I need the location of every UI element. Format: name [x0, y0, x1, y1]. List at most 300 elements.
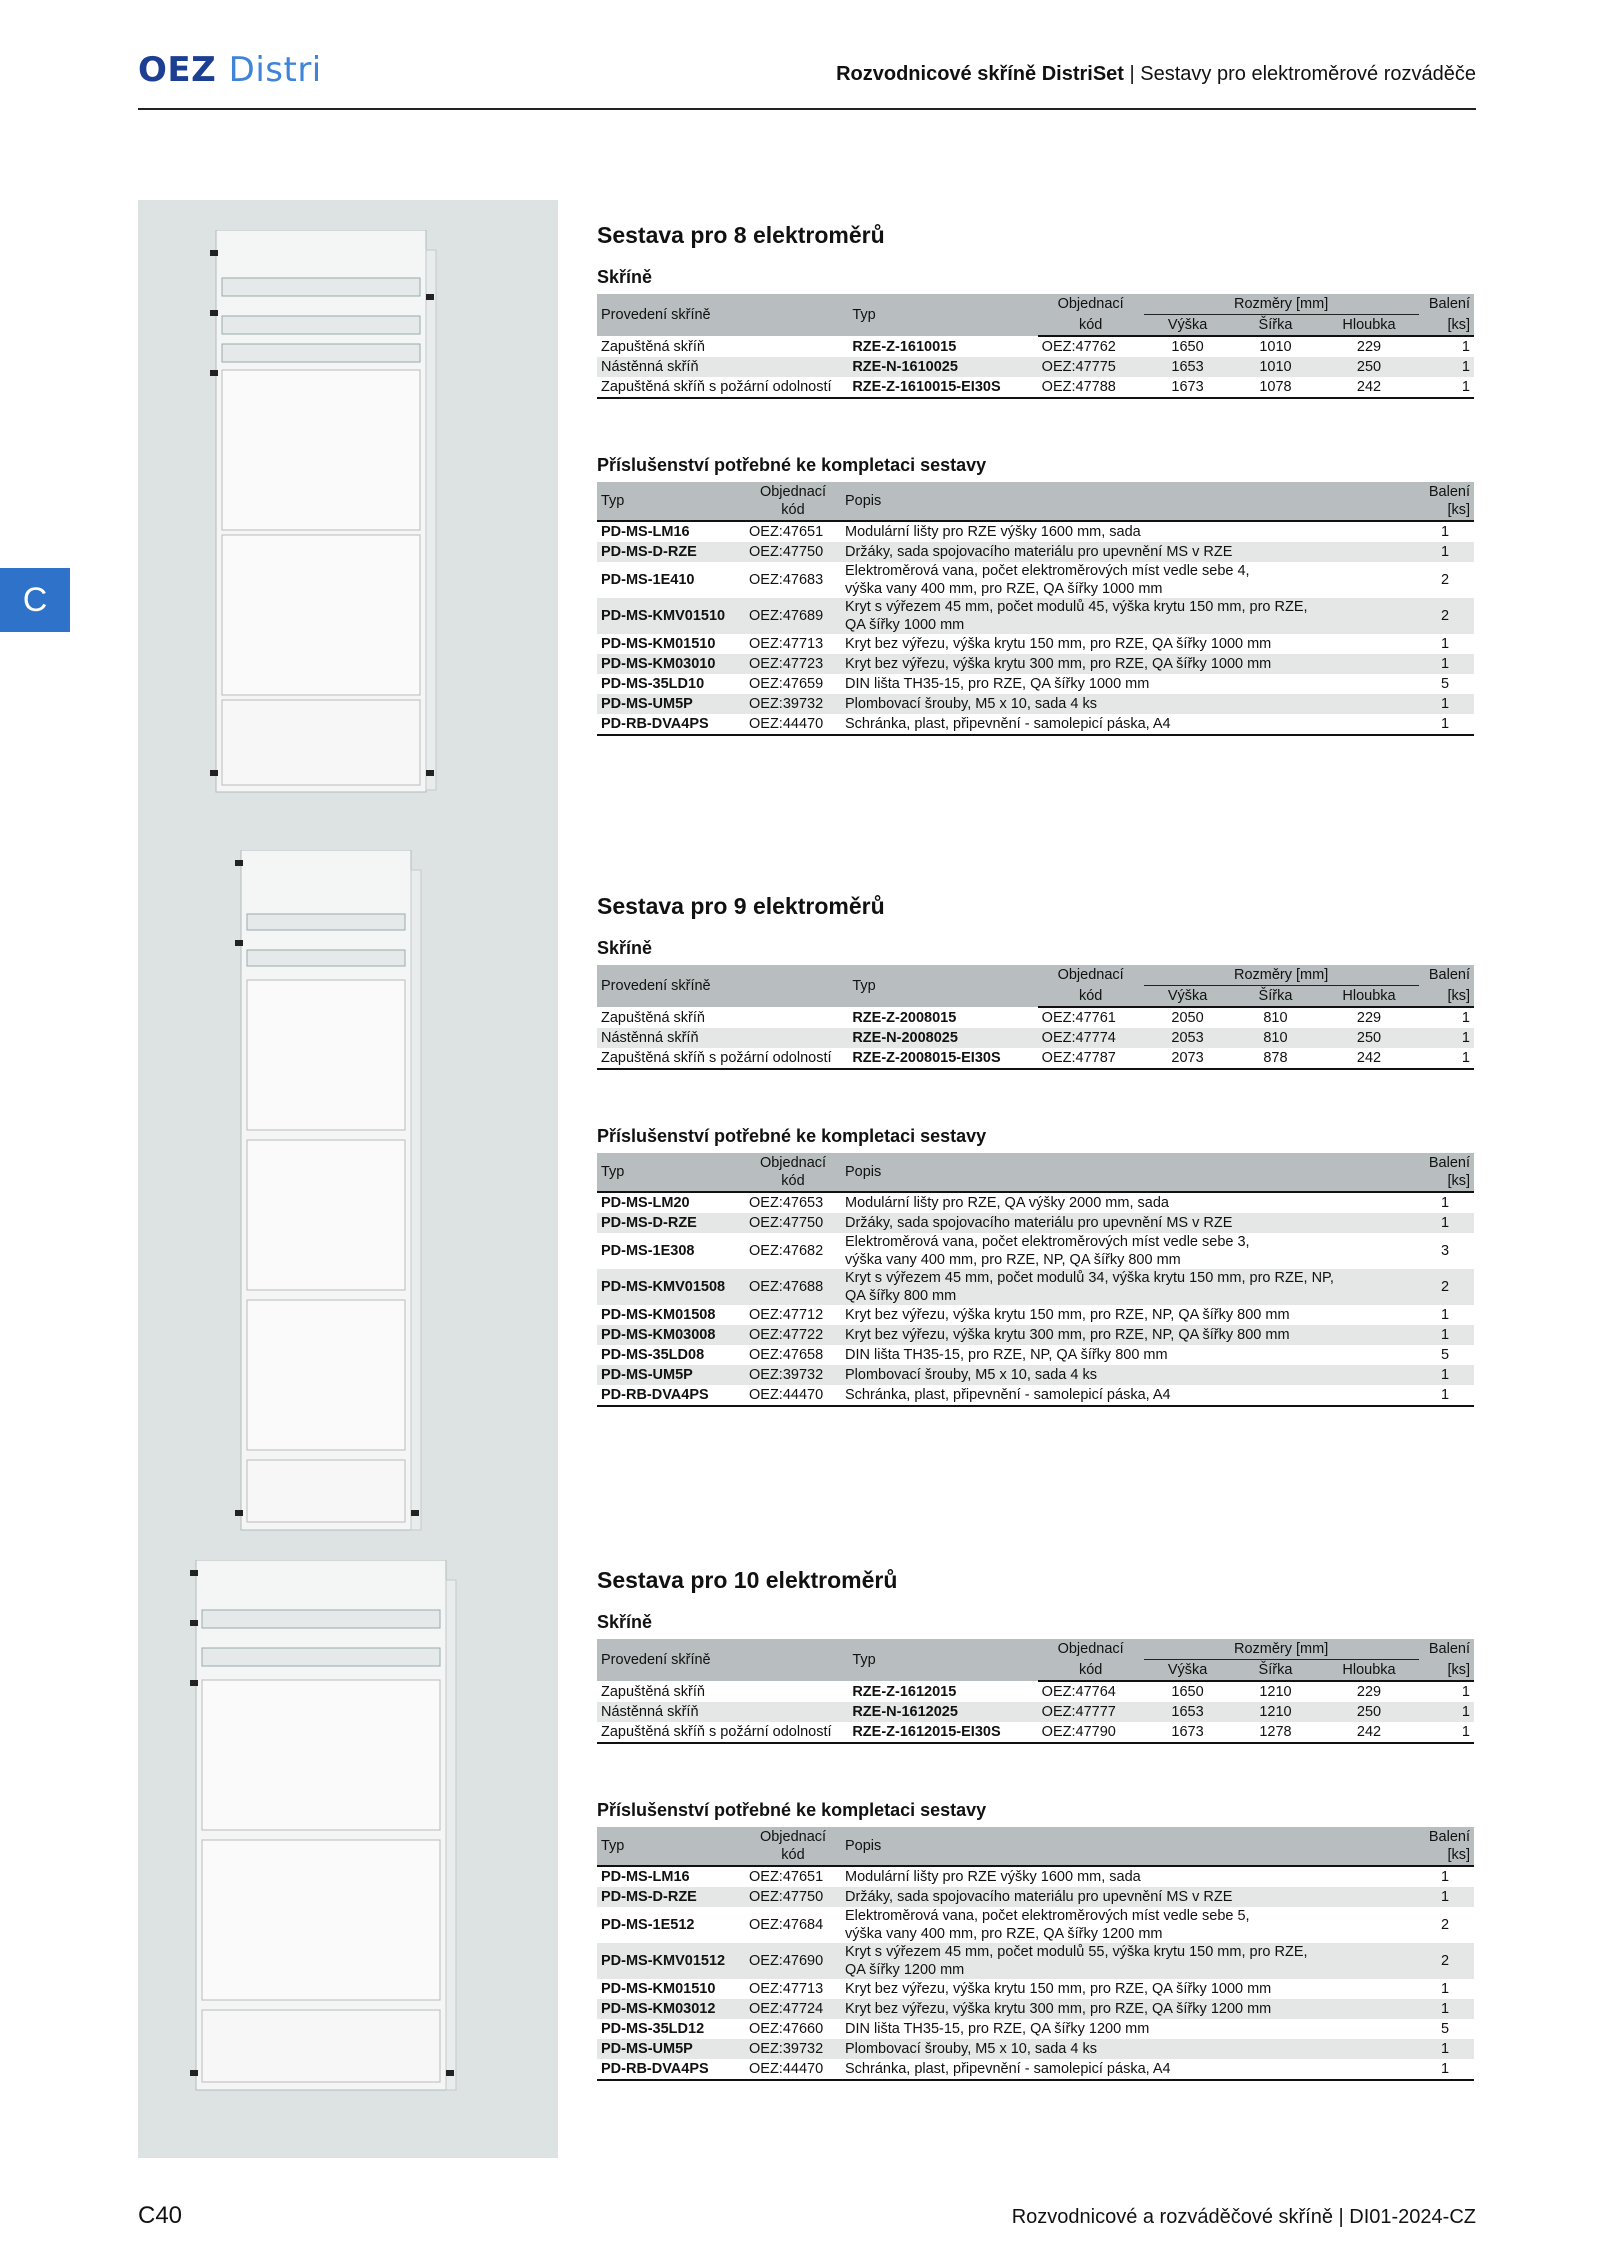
col-typ: Typ — [597, 482, 745, 521]
cell-baleni: 1 — [1419, 1048, 1474, 1069]
skrine-table — [597, 294, 1474, 399]
cell-baleni: 1 — [1440, 524, 1450, 540]
col-baleni-2: [ks] — [1419, 315, 1474, 337]
cell-kod: OEZ:39732 — [745, 1365, 841, 1385]
col-kod-line-2: kód — [781, 502, 805, 518]
cell-sirka: 1278 — [1232, 1722, 1320, 1743]
popis-line-1: Kryt s výřezem 45 mm, počet modulů 45, výška krytu 150 mm, pro RZE, — [845, 599, 1308, 615]
cell-kod: OEZ:47787 — [1038, 1048, 1144, 1069]
cell-hloubka: 229 — [1356, 339, 1382, 355]
cell-kod: OEZ:47788 — [1038, 377, 1144, 398]
col-typ: Typ — [848, 965, 1037, 1007]
cell-typ: PD-RB-DVA4PS — [597, 1385, 745, 1406]
table-row — [597, 1943, 1474, 1979]
popis-line-1: Plombovací šrouby, M5 x 10, sada 4 ks — [845, 696, 1097, 712]
col-baleni — [1416, 1827, 1474, 1866]
col-provedeni: Provedení skříně — [597, 294, 848, 336]
popis-line-1: Elektroměrová vana, počet elektroměrových míst vedle sebe 4, — [845, 563, 1250, 579]
cell-kod: OEZ:47762 — [1041, 339, 1116, 355]
cell-typ: PD-MS-KM01508 — [601, 1307, 716, 1323]
cell-vyska: 1653 — [1144, 1702, 1232, 1722]
col-baleni: Balení — [1419, 1639, 1474, 1660]
cell-popis — [841, 2059, 1416, 2080]
table-row — [597, 1345, 1474, 1365]
cell-vyska: 2050 — [1171, 1010, 1204, 1026]
popis-line-2: výška vany 400 mm, pro RZE, NP, QA šířky 800 mm — [845, 1252, 1181, 1268]
cell-popis — [841, 634, 1416, 654]
cell-kod: OEZ:47775 — [1038, 357, 1144, 377]
table-row — [597, 1365, 1474, 1385]
cell-typ: PD-MS-35LD10 — [601, 676, 705, 692]
cell-vyska: 1650 — [1171, 1684, 1204, 1700]
skrine-table — [597, 965, 1474, 1070]
popis-line-1: Plombovací šrouby, M5 x 10, sada 4 ks — [845, 1367, 1097, 1383]
cell-popis — [841, 1233, 1416, 1269]
cell-baleni: 1 — [1416, 1365, 1474, 1385]
popis-line-1: Plombovací šrouby, M5 x 10, sada 4 ks — [845, 2041, 1097, 2057]
skrine-heading: Skříně — [597, 938, 653, 958]
cell-sirka: 1210 — [1232, 1702, 1320, 1722]
cell-kod: OEZ:47690 — [745, 1943, 841, 1979]
page-number: C40 — [138, 2202, 183, 2229]
header-title: Rozvodnicové skříně DistriSet | Sestavy pro elektroměrové rozváděče — [836, 63, 1476, 85]
cell-kod: OEZ:47723 — [745, 654, 841, 674]
cell-baleni: 1 — [1416, 694, 1474, 714]
cell-typ: RZE-Z-1612015 — [852, 1683, 957, 1700]
popis-line-1: Kryt bez výřezu, výška krytu 150 mm, pro RZE, QA šířky 1000 mm — [845, 1981, 1272, 1997]
popis-line-2: QA šířky 1200 mm — [845, 1962, 965, 1978]
cell-baleni: 1 — [1419, 1028, 1474, 1048]
accessories-table — [597, 482, 1474, 736]
col-sirka: Šířka — [1232, 986, 1320, 1008]
cell-typ: PD-MS-KMV01512 — [597, 1943, 745, 1979]
cell-kod: OEZ:47764 — [1041, 1684, 1116, 1700]
cell-vyska: 1653 — [1144, 357, 1232, 377]
cell-popis — [841, 1325, 1416, 1345]
cell-typ: PD-MS-D-RZE — [597, 1213, 745, 1233]
cell-popis — [841, 1907, 1416, 1943]
col-baleni-line-2: [ks] — [1447, 1847, 1470, 1863]
col-vyska: Výška — [1144, 1660, 1232, 1682]
cell-typ: PD-MS-KM03012 — [597, 1999, 745, 2019]
col-typ: Typ — [848, 1639, 1037, 1681]
cell-provedeni: Zapuštěná skříň s požární odolností — [597, 377, 848, 398]
cell-kod: OEZ:47750 — [745, 542, 841, 562]
popis-line-2: výška vany 400 mm, pro RZE, QA šířky 1200 mm — [845, 1926, 1163, 1942]
popis-line-1: Modulární lišty pro RZE, QA výšky 2000 mm, sada — [845, 1195, 1169, 1211]
cabinet-image-8 — [208, 230, 448, 800]
table-row — [597, 1048, 1474, 1069]
cell-vyska: 1673 — [1144, 377, 1232, 398]
cell-typ: PD-MS-KMV01510 — [597, 598, 745, 634]
cell-popis — [841, 1943, 1416, 1979]
popis-line-1: Kryt bez výřezu, výška krytu 150 mm, pro RZE, NP, QA šířky 800 mm — [845, 1307, 1290, 1323]
col-popis: Popis — [841, 1827, 1416, 1866]
footer-doc: Rozvodnicové a rozváděčové skříně | DI01-2024-CZ — [1011, 2206, 1476, 2228]
col-baleni-line-2: [ks] — [1447, 502, 1470, 518]
table-row — [597, 1866, 1474, 1887]
cell-kod: OEZ:44470 — [745, 2059, 841, 2080]
col-kod-line-1: Objednací — [759, 1155, 827, 1171]
col-kod-2: kód — [1038, 986, 1144, 1008]
table-row — [597, 1213, 1474, 1233]
table-row — [597, 1305, 1474, 1325]
cell-popis — [841, 694, 1416, 714]
cell-baleni: 1 — [1416, 2039, 1474, 2059]
section-title: Sestava pro 10 elektroměrů — [597, 1567, 898, 1593]
popis-line-1: Kryt s výřezem 45 mm, počet modulů 34, výška krytu 150 mm, pro RZE, NP, — [845, 1270, 1334, 1286]
table-row — [597, 1887, 1474, 1907]
cell-typ: PD-MS-1E308 — [601, 1243, 695, 1259]
cell-baleni: 5 — [1440, 2021, 1450, 2037]
cell-baleni: 1 — [1416, 1887, 1474, 1907]
cell-typ: PD-MS-UM5P — [597, 2039, 745, 2059]
cell-vyska: 2053 — [1144, 1028, 1232, 1048]
col-popis: Popis — [841, 1153, 1416, 1192]
section-9 — [597, 893, 1474, 1407]
cell-kod: OEZ:44470 — [745, 1385, 841, 1406]
popis-line-1: Modulární lišty pro RZE výšky 1600 mm, sada — [845, 1869, 1141, 1885]
cell-kod: OEZ:47651 — [749, 1869, 824, 1885]
table-row — [597, 2059, 1474, 2080]
cell-kod: OEZ:39732 — [745, 694, 841, 714]
table-row — [597, 1681, 1474, 1702]
product-image-panel — [138, 200, 558, 2158]
cell-provedeni: Zapuštěná skříň s požární odolností — [597, 1722, 848, 1743]
col-rozmery: Rozměry [mm] — [1144, 294, 1419, 315]
cell-typ: PD-MS-KM03010 — [597, 654, 745, 674]
cell-kod: OEZ:47684 — [749, 1917, 824, 1933]
table-row — [597, 1999, 1474, 2019]
skrine-table — [597, 1639, 1474, 1744]
cell-typ: RZE-Z-1610015-EI30S — [848, 377, 1037, 398]
col-sirka: Šířka — [1232, 1660, 1320, 1682]
section-title: Sestava pro 8 elektroměrů — [597, 222, 885, 248]
cell-kod: OEZ:47777 — [1038, 1702, 1144, 1722]
cell-typ: RZE-N-1610025 — [848, 357, 1037, 377]
cell-typ: PD-MS-35LD08 — [601, 1347, 705, 1363]
cell-baleni: 2 — [1440, 1917, 1450, 1933]
popis-line-1: Kryt bez výřezu, výška krytu 300 mm, pro RZE, QA šířky 1000 mm — [845, 656, 1272, 672]
col-kod-line-1: Objednací — [759, 484, 827, 500]
col-hloubka: Hloubka — [1319, 986, 1418, 1008]
col-baleni-2: [ks] — [1419, 1660, 1474, 1682]
cabinet-image-10 — [188, 1560, 468, 2100]
cell-kod: OEZ:47722 — [745, 1325, 841, 1345]
col-popis: Popis — [841, 482, 1416, 521]
cell-provedeni: Nástěnná skříň — [597, 357, 848, 377]
col-rozmery: Rozměry [mm] — [1144, 965, 1419, 986]
cell-typ: PD-RB-DVA4PS — [597, 714, 745, 735]
table-row — [597, 521, 1474, 542]
col-kod-2: kód — [1038, 315, 1144, 337]
popis-line-1: Schránka, plast, připevnění - samolepicí páska, A4 — [845, 2061, 1171, 2077]
popis-line-1: Kryt bez výřezu, výška krytu 300 mm, pro RZE, NP, QA šířky 800 mm — [845, 1327, 1290, 1343]
cell-typ: RZE-Z-1610015 — [852, 338, 957, 355]
col-baleni-line-2: [ks] — [1447, 1173, 1470, 1189]
cell-baleni: 1 — [1419, 377, 1474, 398]
cell-hloubka: 229 — [1356, 1684, 1382, 1700]
table-row — [597, 634, 1474, 654]
cell-typ: PD-MS-D-RZE — [597, 1887, 745, 1907]
cell-popis — [841, 1979, 1416, 1999]
cell-vyska: 1673 — [1144, 1722, 1232, 1743]
cell-kod: OEZ:47790 — [1038, 1722, 1144, 1743]
cell-baleni: 1 — [1461, 339, 1470, 355]
cell-baleni: 1 — [1416, 1325, 1474, 1345]
table-row — [597, 654, 1474, 674]
table-row — [597, 694, 1474, 714]
cell-popis — [841, 521, 1416, 542]
cell-baleni: 1 — [1416, 542, 1474, 562]
col-kod: Objednací — [1038, 1639, 1144, 1660]
cell-typ: RZE-N-2008025 — [848, 1028, 1037, 1048]
col-kod-line-2: kód — [781, 1847, 805, 1863]
accessories-heading: Příslušenství potřebné ke kompletaci sestavy — [597, 455, 987, 475]
skrine-heading: Skříně — [597, 267, 653, 287]
cell-baleni: 1 — [1440, 1981, 1450, 1997]
cell-baleni: 5 — [1440, 676, 1450, 692]
col-baleni — [1416, 482, 1474, 521]
table-row — [597, 1028, 1474, 1048]
table-row — [597, 1192, 1474, 1213]
cell-hloubka: 229 — [1356, 1010, 1382, 1026]
cell-baleni: 1 — [1416, 2059, 1474, 2080]
cell-typ: RZE-Z-1612015-EI30S — [848, 1722, 1037, 1743]
col-provedeni: Provedení skříně — [597, 1639, 848, 1681]
cell-hloubka: 242 — [1319, 1048, 1418, 1069]
col-baleni: Balení — [1419, 965, 1474, 986]
cell-vyska: 2073 — [1144, 1048, 1232, 1069]
header-divider — [138, 108, 1476, 110]
popis-line-1: Držáky, sada spojovacího materiálu pro upevnění MS v RZE — [845, 544, 1233, 560]
cell-popis — [841, 598, 1416, 634]
cell-typ: RZE-Z-2008015-EI30S — [848, 1048, 1037, 1069]
cell-sirka: 878 — [1232, 1048, 1320, 1069]
cell-baleni: 2 — [1416, 1943, 1474, 1979]
popis-line-1: Elektroměrová vana, počet elektroměrových míst vedle sebe 5, — [845, 1908, 1250, 1924]
cell-baleni: 1 — [1419, 1702, 1474, 1722]
cell-popis — [841, 2039, 1416, 2059]
cell-kod: OEZ:47660 — [749, 2021, 824, 2037]
popis-line-1: Kryt s výřezem 45 mm, počet modulů 55, výška krytu 150 mm, pro RZE, — [845, 1944, 1308, 1960]
cell-popis — [841, 1269, 1416, 1305]
cell-provedeni: Zapuštěná skříň — [601, 1683, 705, 1700]
col-kod-line-1: Objednací — [759, 1829, 827, 1845]
cell-baleni: 1 — [1461, 1684, 1470, 1700]
cell-sirka: 1010 — [1232, 357, 1320, 377]
table-row — [597, 1979, 1474, 1999]
cell-typ: PD-MS-KM01510 — [601, 636, 716, 652]
cell-typ: PD-MS-KM03008 — [597, 1325, 745, 1345]
cell-sirka: 1010 — [1259, 339, 1292, 355]
cell-typ: PD-RB-DVA4PS — [597, 2059, 745, 2080]
cell-kod: OEZ:47774 — [1038, 1028, 1144, 1048]
col-kod-line-2: kód — [781, 1173, 805, 1189]
cell-baleni: 1 — [1440, 636, 1450, 652]
table-row — [597, 674, 1474, 694]
cell-hloubka: 250 — [1319, 1028, 1418, 1048]
popis-line-1: Schránka, plast, připevnění - samolepicí páska, A4 — [845, 1387, 1171, 1403]
cell-kod: OEZ:47682 — [749, 1243, 824, 1259]
cell-kod: OEZ:47750 — [745, 1213, 841, 1233]
cell-popis — [841, 1999, 1416, 2019]
cell-kod: OEZ:47713 — [749, 636, 824, 652]
col-kod: Objednací — [1038, 294, 1144, 315]
popis-line-2: výška vany 400 mm, pro RZE, QA šířky 1000 mm — [845, 581, 1163, 597]
cell-baleni: 1 — [1419, 357, 1474, 377]
cell-popis — [841, 562, 1416, 598]
col-hloubka: Hloubka — [1319, 315, 1418, 337]
col-vyska: Výška — [1144, 315, 1232, 337]
section-10 — [597, 1567, 1474, 2081]
cell-kod: OEZ:47688 — [745, 1269, 841, 1305]
popis-line-1: DIN lišta TH35-15, pro RZE, QA šířky 1000 mm — [845, 676, 1150, 692]
col-sirka: Šířka — [1232, 315, 1320, 337]
cell-popis — [841, 542, 1416, 562]
table-row — [597, 714, 1474, 735]
table-row — [597, 1233, 1474, 1269]
cell-typ: RZE-Z-2008015 — [852, 1009, 957, 1026]
popis-line-1: Modulární lišty pro RZE výšky 1600 mm, sada — [845, 524, 1141, 540]
cell-kod: OEZ:47724 — [745, 1999, 841, 2019]
col-kod — [745, 482, 841, 521]
table-row — [597, 2019, 1474, 2039]
cell-popis — [841, 1345, 1416, 1365]
cell-typ: PD-MS-1E410 — [601, 572, 695, 588]
cell-provedeni: Zapuštěná skříň — [601, 1009, 705, 1026]
accessories-heading: Příslušenství potřebné ke kompletaci sestavy — [597, 1800, 987, 1820]
col-baleni — [1416, 1153, 1474, 1192]
cell-baleni: 1 — [1416, 714, 1474, 735]
cell-popis — [841, 1866, 1416, 1887]
cell-typ: PD-MS-D-RZE — [597, 542, 745, 562]
cell-kod: OEZ:47651 — [749, 524, 824, 540]
cell-typ: PD-MS-LM20 — [601, 1195, 690, 1211]
cell-popis — [841, 1887, 1416, 1907]
popis-line-1: DIN lišta TH35-15, pro RZE, QA šířky 1200 mm — [845, 2021, 1150, 2037]
cell-kod: OEZ:44470 — [745, 714, 841, 735]
cell-sirka: 810 — [1232, 1028, 1320, 1048]
cell-popis — [841, 1365, 1416, 1385]
cell-baleni: 2 — [1440, 572, 1450, 588]
cell-baleni: 1 — [1416, 1999, 1474, 2019]
accessories-table — [597, 1827, 1474, 2081]
cell-baleni: 3 — [1440, 1243, 1450, 1259]
cell-baleni: 2 — [1416, 598, 1474, 634]
table-row — [597, 1702, 1474, 1722]
cell-baleni: 1 — [1416, 1213, 1474, 1233]
cell-kod: OEZ:47658 — [749, 1347, 824, 1363]
cell-provedeni: Zapuštěná skříň s požární odolností — [597, 1048, 848, 1069]
cell-provedeni: Nástěnná skříň — [597, 1028, 848, 1048]
table-row — [597, 336, 1474, 357]
chapter-tab: C — [0, 568, 70, 632]
cell-baleni: 1 — [1419, 1722, 1474, 1743]
col-baleni-line-1: Balení — [1428, 484, 1470, 500]
cell-popis — [841, 1192, 1416, 1213]
cell-sirka: 1078 — [1232, 377, 1320, 398]
col-baleni-line-1: Balení — [1428, 1155, 1470, 1171]
col-typ: Typ — [597, 1827, 745, 1866]
accessories-heading: Příslušenství potřebné ke kompletaci sestavy — [597, 1126, 987, 1146]
table-row — [597, 1007, 1474, 1028]
cell-provedeni: Zapuštěná skříň — [601, 338, 705, 355]
cell-popis — [841, 1213, 1416, 1233]
cell-typ: PD-MS-LM16 — [601, 524, 690, 540]
popis-line-1: Schránka, plast, připevnění - samolepicí páska, A4 — [845, 716, 1171, 732]
cell-hloubka: 242 — [1319, 1722, 1418, 1743]
cell-typ: PD-MS-KM01510 — [601, 1981, 716, 1997]
cell-typ: PD-MS-UM5P — [597, 694, 745, 714]
col-kod-2: kód — [1038, 1660, 1144, 1682]
cell-kod: OEZ:47659 — [749, 676, 824, 692]
col-baleni-2: [ks] — [1419, 986, 1474, 1008]
cell-typ: RZE-N-1612025 — [848, 1702, 1037, 1722]
cell-typ: PD-MS-KMV01508 — [597, 1269, 745, 1305]
col-kod: Objednací — [1038, 965, 1144, 986]
cell-kod: OEZ:47713 — [749, 1981, 824, 1997]
cell-baleni: 2 — [1416, 1269, 1474, 1305]
cell-typ: PD-MS-1E512 — [601, 1917, 695, 1933]
col-vyska: Výška — [1144, 986, 1232, 1008]
cell-kod: OEZ:47653 — [749, 1195, 824, 1211]
cell-baleni: 1 — [1461, 1010, 1470, 1026]
table-row — [597, 2039, 1474, 2059]
col-provedeni: Provedení skříně — [597, 965, 848, 1007]
col-kod — [745, 1153, 841, 1192]
cell-sirka: 810 — [1263, 1010, 1288, 1026]
oez-distri-logo: OEZ Distri — [138, 50, 322, 90]
col-hloubka: Hloubka — [1319, 1660, 1418, 1682]
accessories-table — [597, 1153, 1474, 1407]
cell-vyska: 1650 — [1171, 339, 1204, 355]
popis-line-1: Kryt bez výřezu, výška krytu 150 mm, pro RZE, QA šířky 1000 mm — [845, 636, 1272, 652]
cell-popis — [841, 714, 1416, 735]
cell-popis — [841, 674, 1416, 694]
cell-kod: OEZ:47683 — [749, 572, 824, 588]
table-row — [597, 562, 1474, 598]
cell-baleni: 1 — [1440, 1195, 1450, 1211]
cell-hloubka: 242 — [1319, 377, 1418, 398]
table-row — [597, 1385, 1474, 1406]
cell-sirka: 1210 — [1259, 1684, 1292, 1700]
section-title: Sestava pro 9 elektroměrů — [597, 893, 885, 919]
table-row — [597, 357, 1474, 377]
cell-popis — [841, 654, 1416, 674]
cell-kod: OEZ:47689 — [745, 598, 841, 634]
popis-line-1: Kryt bez výřezu, výška krytu 300 mm, pro RZE, QA šířky 1200 mm — [845, 2001, 1272, 2017]
cell-provedeni: Nástěnná skříň — [597, 1702, 848, 1722]
cell-baleni: 5 — [1440, 1347, 1450, 1363]
cell-typ: PD-MS-35LD12 — [601, 2021, 705, 2037]
cell-typ: PD-MS-UM5P — [597, 1365, 745, 1385]
col-rozmery: Rozměry [mm] — [1144, 1639, 1419, 1660]
cell-baleni: 1 — [1416, 654, 1474, 674]
table-row — [597, 1269, 1474, 1305]
table-row — [597, 1907, 1474, 1943]
popis-line-2: QA šířky 1000 mm — [845, 617, 965, 633]
popis-line-1: DIN lišta TH35-15, pro RZE, NP, QA šířky 800 mm — [845, 1347, 1168, 1363]
table-row — [597, 1722, 1474, 1743]
cell-baleni: 1 — [1440, 1307, 1450, 1323]
col-baleni: Balení — [1419, 294, 1474, 315]
table-row — [597, 1325, 1474, 1345]
popis-line-1: Elektroměrová vana, počet elektroměrových míst vedle sebe 3, — [845, 1234, 1250, 1250]
cell-baleni: 1 — [1440, 1869, 1450, 1885]
col-typ: Typ — [597, 1153, 745, 1192]
col-typ: Typ — [848, 294, 1037, 336]
